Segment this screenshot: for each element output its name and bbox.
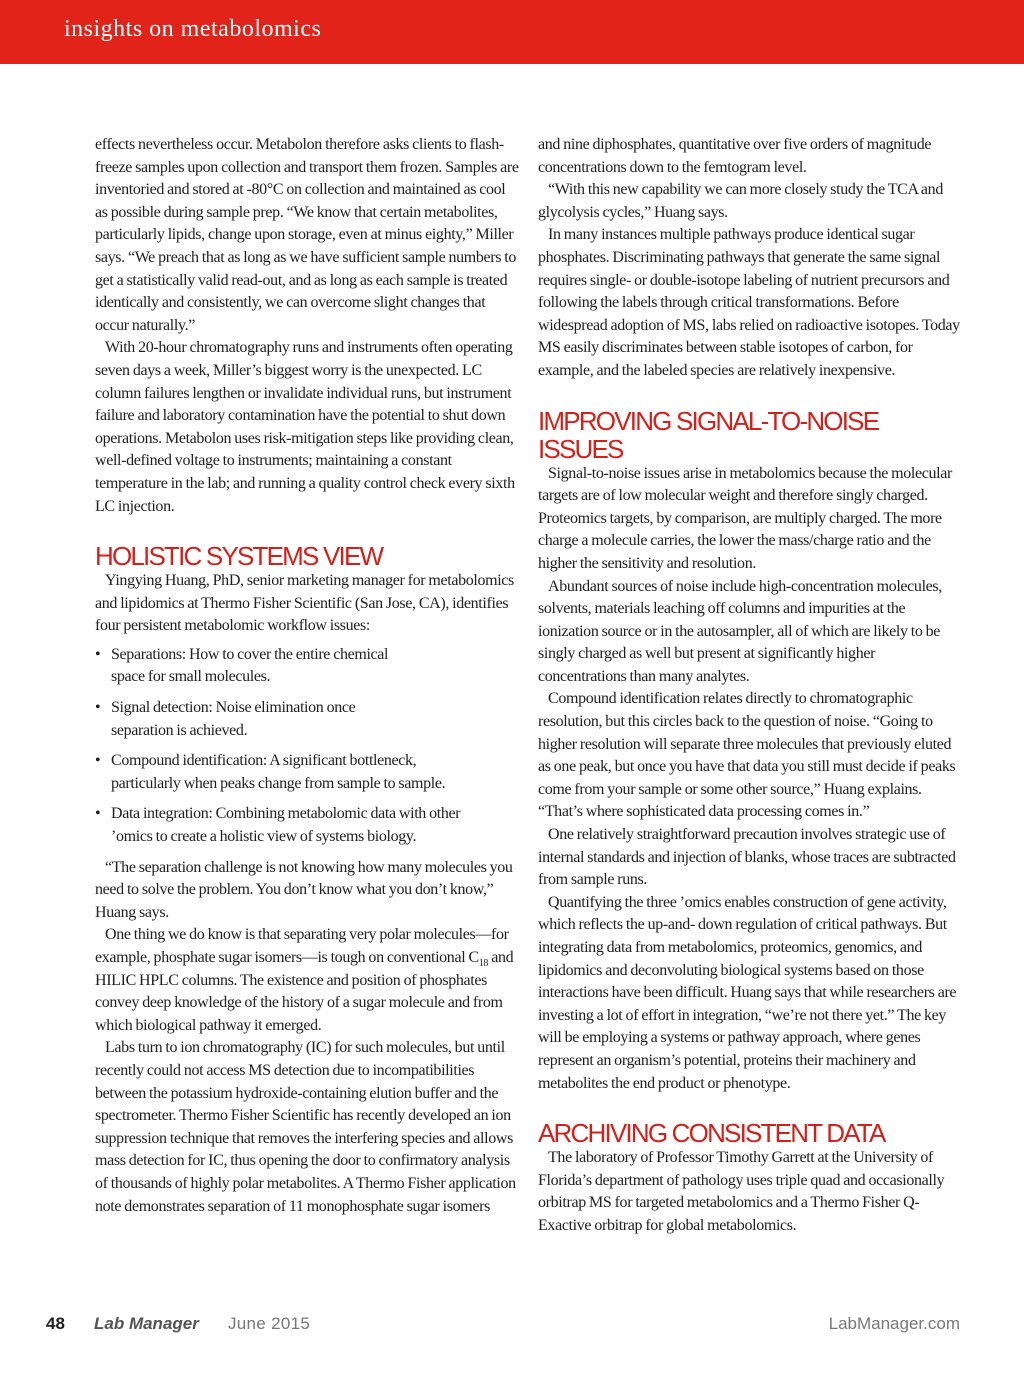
website-url: LabManager.com bbox=[828, 1314, 960, 1333]
paragraph: Abundant sources of noise include high-concentration molecules, solvents, materials leaching off columns and impurities at the ionization source or in the autosampler, all of which are likely to be singly charged as well but present at significantly higher concentrations than many analytes. bbox=[538, 577, 942, 685]
paragraph: The laboratory of Professor Timothy Garrett at the University of Florida’s department of pathology uses triple quad and occasionally orbitrap MS for targeted metabolomics and a Thermo Fisher Q-Exactive orbitrap for global metabolomics. bbox=[538, 1149, 945, 1234]
list-item: • Data integration: Combining metabolomic data with other ’omics to create a holistic view of systems biology. bbox=[95, 805, 461, 846]
paragraph: Compound identification relates directly to chromatographic resolution, but this circles back to the question of noise. “Going to higher resolution will separate three molecules that previously eluted as one peak, but once you have that data you still must decide if peaks come from your sample or some other source,” Huang explains. “That’s where sophisticated data processing comes in.” bbox=[538, 690, 956, 821]
paragraph: In many instances multiple pathways produce identical sugar phosphates. Discriminating pathways that generate the same signal requires single- or double-isotope labeling of nutrient precursors and following the labels through critical transformations. Before widespread adoption of MS, labs relied on radioactive isotopes. Today MS easily discriminates between stable isotopes of carbon, for example, and the labeled species are relatively inexpensive. bbox=[538, 226, 960, 379]
paragraph: “The separation challenge is not knowing how many molecules you need to solve the problem. You don’t know what you don’t know,” Huang says. bbox=[95, 858, 513, 921]
heading-archiving-consistent-data: ARCHIVING CONSISTENT DATA bbox=[538, 1118, 885, 1149]
paragraph: Labs turn to ion chromatography (IC) for such molecules, but until recently could not access MS detection due to incompatibilities between the potassium hydroxide-containing elution buffer and the spectrometer. Thermo Fisher Scientific has recently developed an ion suppression technique that removes the interfering species and allows mass detection for IC, thus opening the door to confirmatory analysis of thousands of highly polar metabolites. A Thermo Fisher application note demonstrates separation of 11 monophosphate sugar isomers bbox=[95, 1039, 516, 1215]
paragraph: and nine diphosphates, quantitative over five orders of magnitude concentrations down to the femtogram level. bbox=[538, 136, 932, 176]
paragraph: “With this new capability we can more closely study the TCA and glycolysis cycles,” Huang says. bbox=[538, 181, 943, 221]
list-item: • Signal detection: Noise elimination once separation is achieved. bbox=[95, 699, 356, 739]
paragraph: One relatively straightforward precaution involves strategic use of internal standards and injection of blanks, whose traces are subtracted from sample runs. bbox=[538, 826, 956, 889]
paragraph: effects nevertheless occur. Metabolon therefore asks clients to flash-freeze samples upon collection and transport them frozen. Samples are inventoried and stored at -80°C on collection and maintained as cool as possible during sample prep. “We know that certain metabolites, particularly lipids, change upon storage, even at minus eighty,” Miller says. “We preach that as long as we have sufficient sample numbers to get a statistically valid read-out, and as long as each sample is treated identically and consistently, we can overcome slight changes that occur naturally.” bbox=[95, 136, 519, 334]
bullet-icon: • bbox=[95, 699, 101, 717]
publication-name: Lab Manager bbox=[94, 1314, 199, 1333]
section-title: insights on metabolomics bbox=[64, 16, 322, 42]
list-item: • Separations: How to cover the entire chemical space for small molecules. bbox=[95, 645, 389, 686]
paragraph: Yingying Huang, PhD, senior marketing manager for metabolomics and lipidomics at Thermo Fisher Scientific (San Jose, CA), identifies four persistent metabolomic workflow issues: bbox=[95, 572, 514, 635]
right-column bbox=[538, 134, 963, 1238]
paragraph: Quantifying the three ’omics enables construction of gene activity, which reflects the up-and- down regulation of critical pathways. But integrating data from metabolomics, proteomics, genomics, and lipidomics and deconvoluting biological systems based on those interactions have been difficult. Huang says that while researchers are investing a lot of effort in integration, “we’re not there yet.” The key will be employing a systems or pathway approach, where genes represent an organism’s potential, proteins their machinery and metabolites the end product or phenotype. bbox=[538, 893, 957, 1092]
bullet-icon: • bbox=[95, 645, 101, 663]
header-bar bbox=[0, 0, 1024, 64]
heading-improving-signal-to-noise: IMPROVING SIGNAL-TO-NOISE ISSUES bbox=[538, 405, 879, 464]
left-column bbox=[95, 134, 520, 1218]
bullet-icon: • bbox=[95, 752, 101, 770]
list-item: • Compound identification: A significant bottleneck, particularly when peaks change from sample to sample. bbox=[95, 752, 446, 792]
paragraph: With 20-hour chromatography runs and instruments often operating seven days a week, Miller’s biggest worry is the unexpected. LC column failures lengthen or invalidate individual runs, but instrument failure and laboratory contamination have the potential to shut down operations. Metabolon uses risk-mitigation steps like providing clean, well-defined voltage to instruments; maintaining a constant temperature in the lab; and running a quality control check every sixth LC injection. bbox=[95, 339, 515, 515]
paragraph: Signal-to-noise issues arise in metabolomics because the molecular targets are of low molecular weight and therefore singly charged. Proteomics targets, by comparison, are multiply charged. The more charge a molecule carries, the lower the mass/charge ratio and the higher the sensitivity and resolution. bbox=[538, 464, 952, 572]
page-number: 48 bbox=[46, 1314, 65, 1333]
heading-holistic-systems-view: HOLISTIC SYSTEMS VIEW bbox=[95, 541, 383, 572]
paragraph: One thing we do know is that separating very polar molecules—for example, phosphate sugar isomers—is tough on conventional $C_{18}$ and HILIC HPLC columns. The existence and position of phosphates convey deep knowledge of the history of a sugar molecule and from which biological pathway it emerged. bbox=[95, 926, 514, 1034]
issue-date: June 2015 bbox=[228, 1314, 311, 1333]
bullet-list bbox=[95, 644, 520, 849]
bullet-icon: • bbox=[95, 805, 101, 823]
